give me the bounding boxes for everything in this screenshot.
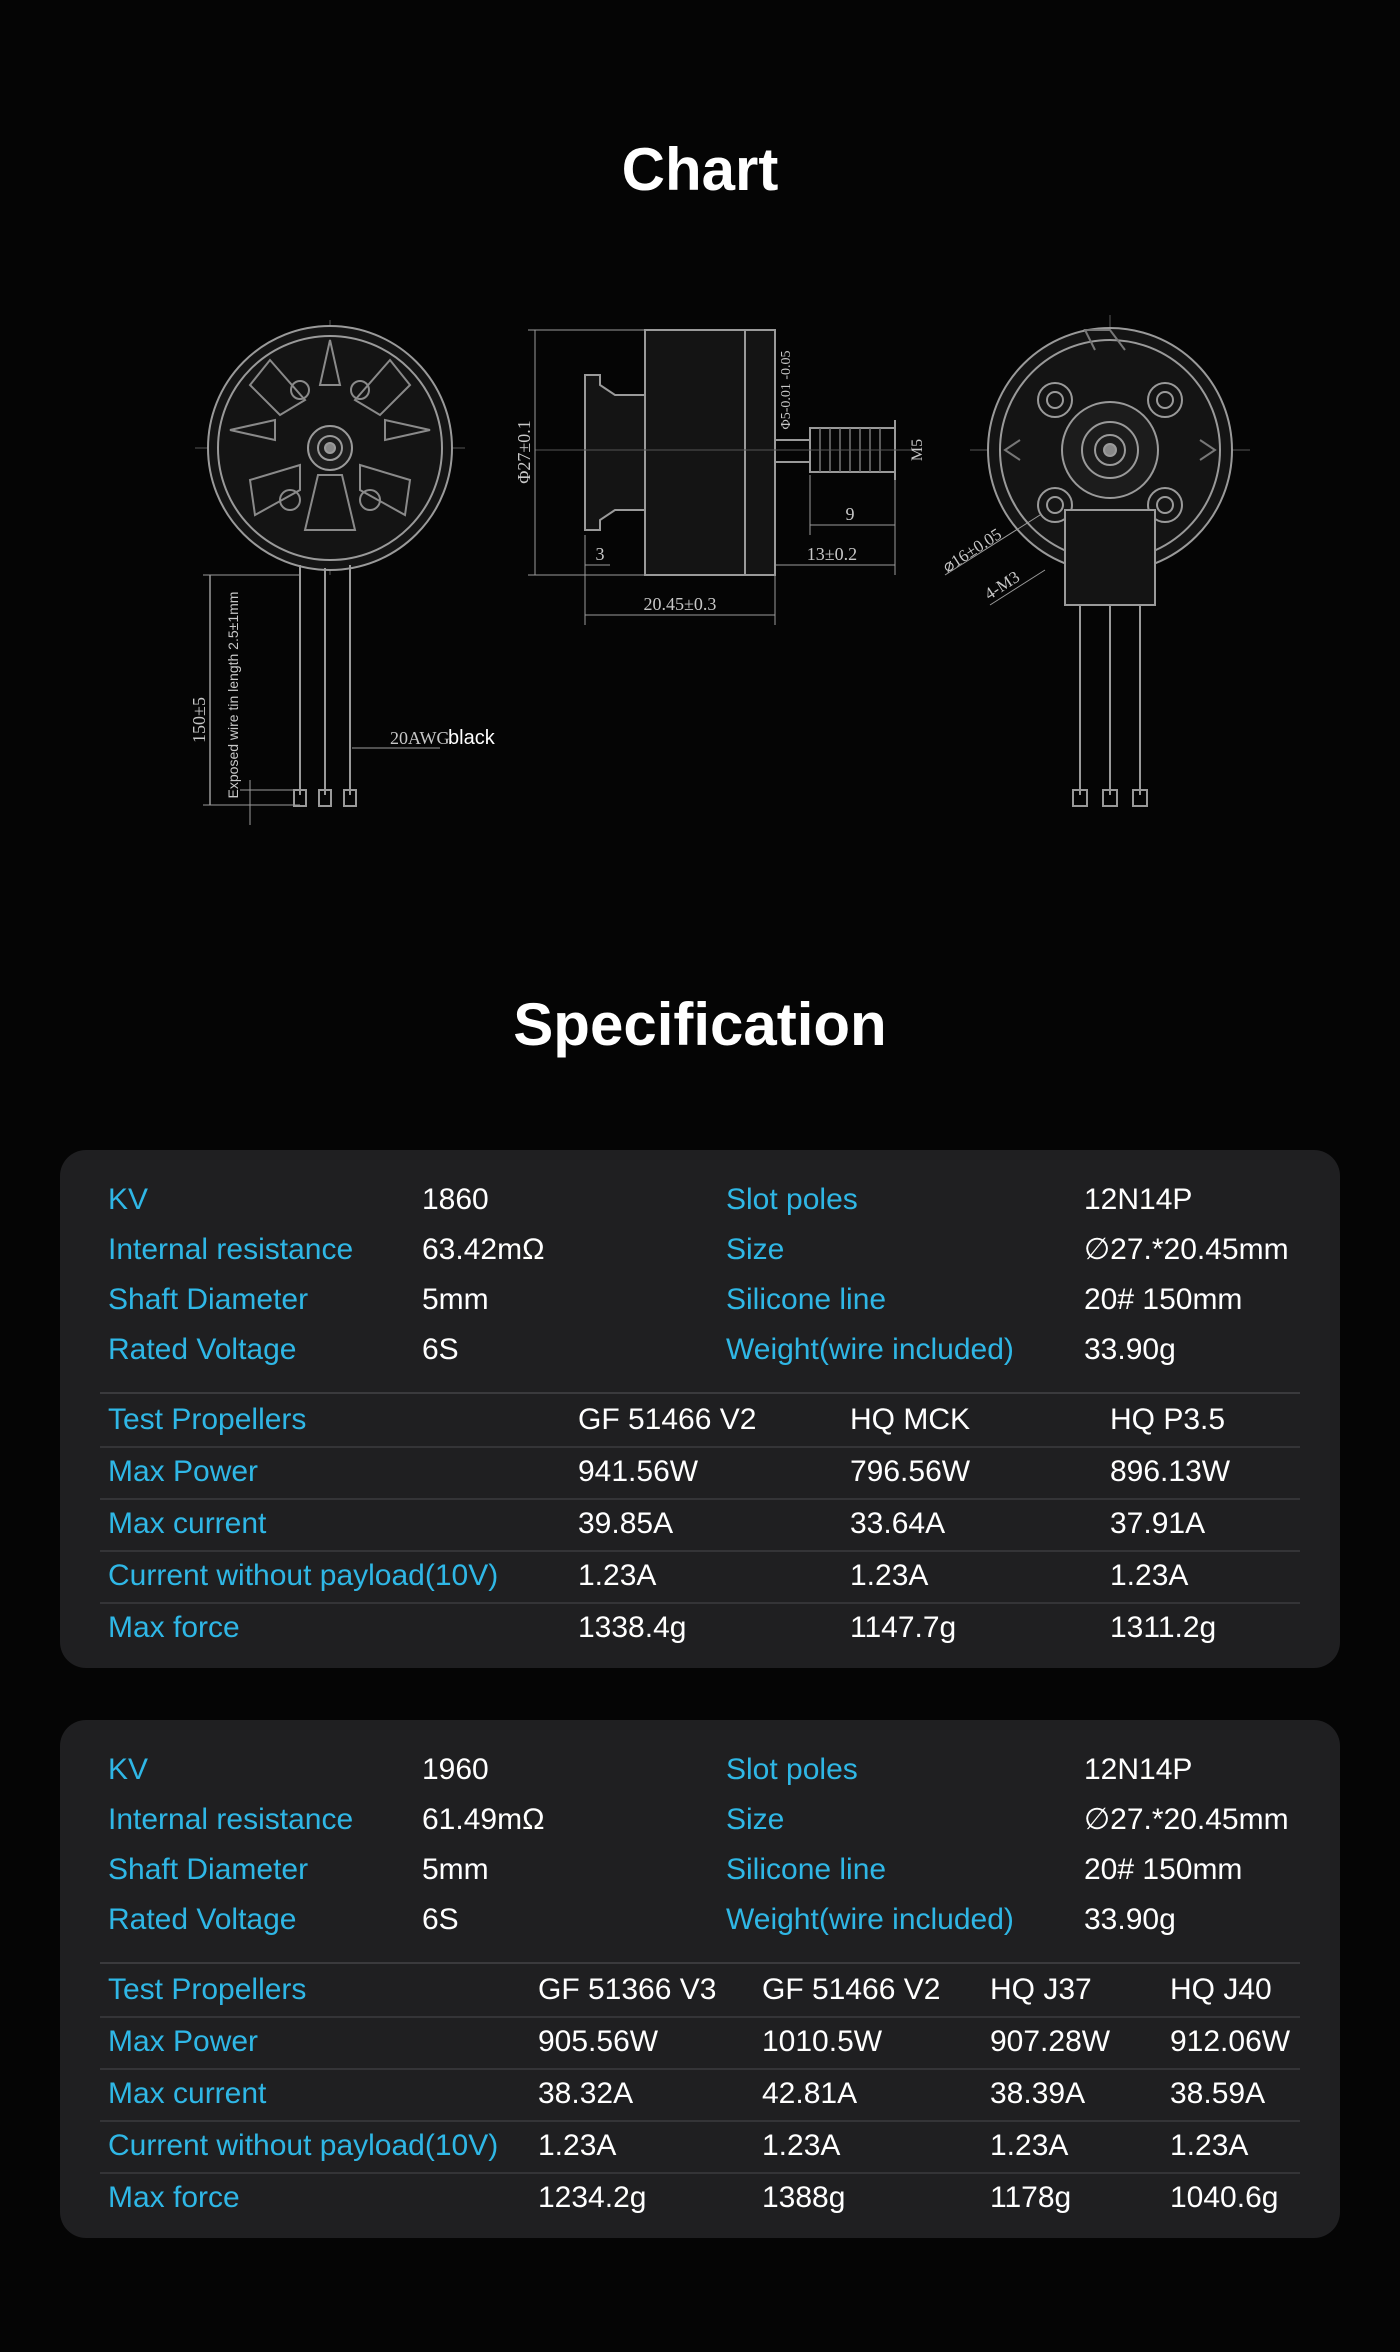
dim-3: 3 [595, 544, 605, 564]
table-row-label: Max force [108, 2181, 240, 2214]
row-divider [100, 1446, 1300, 1448]
table-row [60, 1556, 1340, 1596]
spec-value: 5mm [422, 1853, 489, 1886]
table-divider [100, 1392, 1300, 1394]
table-cell: 42.81A [762, 2077, 858, 2110]
table-column-header: HQ J40 [1170, 1973, 1272, 2006]
table-header-row [60, 1400, 1340, 1440]
spec-value: 1860 [422, 1183, 489, 1216]
spec-label: Weight(wire included) [726, 1903, 1014, 1936]
table-row [60, 1452, 1340, 1492]
dim-bolt-circle: ⌀16±0.05 [939, 524, 1005, 577]
table-divider [100, 1962, 1300, 1964]
table-cell: 38.32A [538, 2077, 634, 2110]
spec-label: Silicone line [726, 1283, 887, 1316]
table-cell: 1010.5W [762, 2025, 883, 2058]
motor-side-view [528, 330, 920, 625]
dim-wire-length: 150±5 [189, 697, 209, 743]
table-row [60, 1608, 1340, 1648]
table-cell: 37.91A [1110, 1507, 1206, 1540]
table-cell: 1.23A [538, 2129, 617, 2162]
spec-row [60, 1900, 1340, 1940]
spec-label: Rated Voltage [108, 1333, 297, 1366]
spec-row [60, 1850, 1340, 1890]
spec-value: ∅27.*20.45mm [1084, 1233, 1289, 1266]
table-row [60, 2126, 1340, 2166]
spec-value: 61.49mΩ [422, 1803, 545, 1836]
chart-section-title: Chart [621, 136, 779, 203]
row-divider [100, 1602, 1300, 1604]
spec-label: Internal resistance [108, 1233, 354, 1266]
spec-value: 20# 150mm [1084, 1853, 1243, 1886]
table-cell: 1311.2g [1110, 1611, 1217, 1644]
table-row-label: Max force [108, 1611, 240, 1644]
table-cell: 1.23A [990, 2129, 1069, 2162]
spec-row [60, 1230, 1340, 1270]
table-header-label: Test Propellers [108, 1403, 307, 1436]
spec-label: Silicone line [726, 1853, 887, 1886]
table-cell: 1147.7g [850, 1611, 957, 1644]
spec-row [60, 1750, 1340, 1790]
spec-row [60, 1180, 1340, 1220]
table-cell: 1.23A [850, 1559, 929, 1592]
spec-value: 5mm [422, 1283, 489, 1316]
spec-label: Slot poles [726, 1753, 858, 1786]
spec-row [60, 1800, 1340, 1840]
table-cell: 896.13W [1110, 1455, 1231, 1488]
table-column-header: GF 51366 V3 [538, 1973, 717, 2006]
dim-holes: 4-M3 [980, 567, 1024, 604]
table-cell: 1.23A [1110, 1559, 1189, 1592]
motor-bottom-view [945, 315, 1250, 806]
spec-value: 12N14P [1084, 1183, 1193, 1216]
specification-section-title: Specification [513, 991, 887, 1058]
row-divider [100, 2172, 1300, 2174]
row-divider [100, 1498, 1300, 1500]
table-cell: 905.56W [538, 2025, 659, 2058]
table-row [60, 2022, 1340, 2062]
exposed-wire-note: Exposed wire tin length 2.5±1mm [225, 591, 241, 799]
dim-9: 9 [845, 504, 855, 524]
spec-label: Internal resistance [108, 1803, 354, 1836]
spec-label: Size [726, 1803, 785, 1836]
dim-13: 13±0.2 [806, 544, 858, 564]
table-cell: 39.85A [578, 1507, 674, 1540]
wire-color: black [448, 727, 495, 749]
spec-label: Shaft Diameter [108, 1283, 309, 1316]
row-divider [100, 1550, 1300, 1552]
spec-card-1 [60, 1150, 1340, 1668]
table-column-header: GF 51466 V2 [762, 1973, 941, 2006]
spec-value: 1960 [422, 1753, 489, 1786]
table-cell: 907.28W [990, 2025, 1111, 2058]
spec-value: 6S [422, 1903, 459, 1936]
table-cell: 912.06W [1170, 2025, 1291, 2058]
dim-diameter: Φ27±0.1 [514, 420, 534, 484]
row-divider [100, 2016, 1300, 2018]
spec-row [60, 1330, 1340, 1370]
table-column-header: HQ MCK [850, 1403, 970, 1436]
spec-label: Slot poles [726, 1183, 858, 1216]
table-cell: 1040.6g [1170, 2181, 1279, 2214]
table-column-header: HQ J37 [990, 1973, 1092, 2006]
table-cell: 1338.4g [578, 1611, 687, 1644]
table-column-header: GF 51466 V2 [578, 1403, 757, 1436]
table-header-row [60, 1970, 1340, 2010]
table-cell: 33.64A [850, 1507, 946, 1540]
table-row-label: Max Power [108, 2025, 259, 2058]
dim-shaft: Φ5-0.01 -0.05 [779, 350, 794, 430]
dim-thread: M5 [909, 438, 926, 462]
spec-value: 33.90g [1084, 1333, 1176, 1366]
table-cell: 1.23A [762, 2129, 841, 2162]
spec-value: 63.42mΩ [422, 1233, 545, 1266]
spec-label: KV [108, 1183, 149, 1216]
table-row-label: Max current [108, 2077, 267, 2110]
row-divider [100, 2120, 1300, 2122]
motor-technical-drawing [0, 300, 1400, 860]
spec-value: 33.90g [1084, 1903, 1176, 1936]
table-cell: 941.56W [578, 1455, 699, 1488]
dim-length: 20.45±0.3 [643, 594, 717, 614]
spec-label: Shaft Diameter [108, 1853, 309, 1886]
table-row-label: Max current [108, 1507, 267, 1540]
table-row-label: Current without payload(10V) [108, 2129, 499, 2162]
table-cell: 1388g [762, 2181, 846, 2214]
table-row [60, 2178, 1340, 2218]
table-cell: 1234.2g [538, 2181, 647, 2214]
table-row [60, 2074, 1340, 2114]
spec-value: 12N14P [1084, 1753, 1193, 1786]
spec-label: Rated Voltage [108, 1903, 297, 1936]
table-cell: 1178g [990, 2181, 1072, 2214]
spec-label: Weight(wire included) [726, 1333, 1014, 1366]
table-row-label: Current without payload(10V) [108, 1559, 499, 1592]
table-cell: 1.23A [578, 1559, 657, 1592]
wire-gauge: 20AWG [390, 728, 450, 748]
row-divider [100, 2068, 1300, 2070]
spec-label: Size [726, 1233, 785, 1266]
spec-label: KV [108, 1753, 149, 1786]
spec-value: 6S [422, 1333, 459, 1366]
table-cell: 38.59A [1170, 2077, 1266, 2110]
table-row-label: Max Power [108, 1455, 259, 1488]
table-column-header: HQ P3.5 [1110, 1403, 1226, 1436]
table-cell: 38.39A [990, 2077, 1086, 2110]
table-cell: 796.56W [850, 1455, 971, 1488]
spec-card-2 [60, 1720, 1340, 2238]
table-cell: 1.23A [1170, 2129, 1249, 2162]
spec-row [60, 1280, 1340, 1320]
table-header-label: Test Propellers [108, 1973, 307, 2006]
spec-value: 20# 150mm [1084, 1283, 1243, 1316]
spec-value: ∅27.*20.45mm [1084, 1803, 1289, 1836]
table-row [60, 1504, 1340, 1544]
